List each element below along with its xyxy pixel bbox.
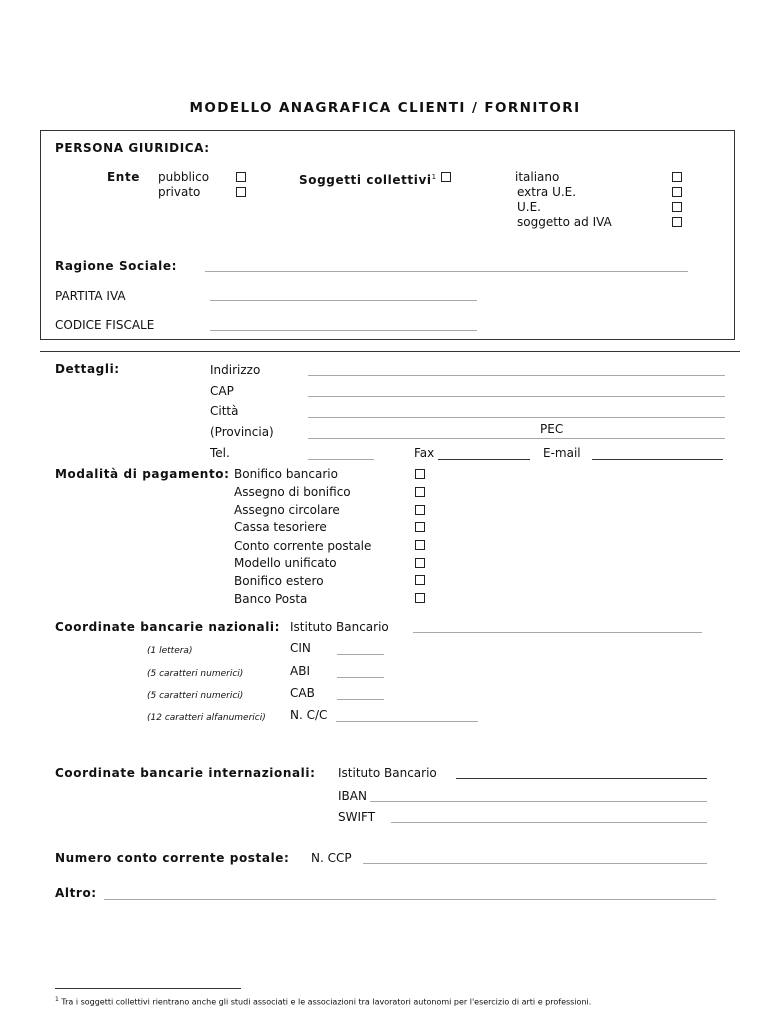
pagamento-option-label: Modello unificato <box>234 556 337 570</box>
cap-label: CAP <box>210 384 234 398</box>
pagamento-option-label: Conto corrente postale <box>234 539 372 553</box>
citta-label: Città <box>210 404 239 418</box>
conto-postale-heading: Numero conto corrente postale: <box>55 851 290 865</box>
persona-giuridica-frame <box>40 130 735 340</box>
ncc-hint: (12 caratteri alfanumerici) <box>147 713 266 723</box>
abi-label: ABI <box>290 664 310 678</box>
footnote-ref: 1 <box>431 173 437 181</box>
indirizzo-field[interactable] <box>308 375 725 376</box>
codice-fiscale-field[interactable] <box>210 330 477 331</box>
privato-checkbox[interactable] <box>236 187 246 197</box>
footnote-mark: 1 <box>55 996 59 1003</box>
ragione-sociale-field[interactable] <box>205 271 688 272</box>
altro-label: Altro: <box>55 886 97 900</box>
swift-field[interactable] <box>391 822 707 823</box>
partita-iva-label: PARTITA IVA <box>55 289 126 303</box>
page-title: MODELLO ANAGRAFICA CLIENTI / FORNITORI <box>189 100 581 116</box>
coordinate-internazionali-heading: Coordinate bancarie internazionali: <box>55 766 316 780</box>
bonifico-estero-checkbox[interactable] <box>415 575 425 585</box>
indirizzo-label: Indirizzo <box>210 363 261 377</box>
ncc-label: N. C/C <box>290 708 328 722</box>
persona-giuridica-heading: PERSONA GIURIDICA: <box>55 141 210 155</box>
ente-label: Ente <box>107 170 141 184</box>
footnote-text: Tra i soggetti collettivi rientrano anche gli studi associati e le associazioni tra lavoratori autonomi per l'esercizio di arti e professioni. <box>61 997 592 1007</box>
extra-ue-label: extra U.E. <box>517 185 577 199</box>
cin-hint: (1 lettera) <box>147 646 193 656</box>
abi-field[interactable] <box>337 677 384 678</box>
cin-field[interactable] <box>337 654 384 655</box>
coordinate-nazionali-heading: Coordinate bancarie nazionali: <box>55 620 281 634</box>
dettagli-heading: Dettagli: <box>55 362 120 376</box>
codice-fiscale-label: CODICE FISCALE <box>55 318 155 332</box>
soggetti-collettivi-checkbox[interactable] <box>441 172 451 182</box>
tel-label: Tel. <box>210 446 230 460</box>
istituto-bancario-label: Istituto Bancario <box>290 620 389 634</box>
pec-label: PEC <box>540 422 564 436</box>
citta-field[interactable] <box>308 417 725 418</box>
pagamento-option-label: Bonifico bancario <box>234 467 338 481</box>
ue-checkbox[interactable] <box>672 202 682 212</box>
assegno-bonifico-checkbox[interactable] <box>415 487 425 497</box>
italiano-label: italiano <box>515 170 560 184</box>
altro-field[interactable] <box>104 899 716 900</box>
cab-label: CAB <box>290 686 315 700</box>
pubblico-checkbox[interactable] <box>236 172 246 182</box>
email-field[interactable] <box>592 459 723 460</box>
banco-posta-checkbox[interactable] <box>415 593 425 603</box>
cap-field[interactable] <box>308 396 725 397</box>
pagamento-option-label: Assegno di bonifico <box>234 485 351 499</box>
soggetti-collettivi-label: Soggetti collettivi$^1$ <box>299 173 437 187</box>
istituto-bancario-int-label: Istituto Bancario <box>338 766 437 780</box>
abi-hint: (5 caratteri numerici) <box>147 669 244 679</box>
ue-label: U.E. <box>517 200 541 214</box>
cab-hint: (5 caratteri numerici) <box>147 691 244 701</box>
cassa-tesoriere-checkbox[interactable] <box>415 522 425 532</box>
tel-field[interactable] <box>308 459 374 460</box>
soggetto-iva-label: soggetto ad IVA <box>517 215 612 229</box>
nccp-label: N. CCP <box>311 851 352 865</box>
nccp-field[interactable] <box>363 863 707 864</box>
section-divider <box>40 351 740 352</box>
conto-corrente-postale-checkbox[interactable] <box>415 540 425 550</box>
soggetto-iva-checkbox[interactable] <box>672 217 682 227</box>
extra-ue-checkbox[interactable] <box>672 187 682 197</box>
pagamento-option-label: Assegno circolare <box>234 503 340 517</box>
pagamento-option-label: Bonifico estero <box>234 574 324 588</box>
footnote <box>55 993 591 1010</box>
istituto-bancario-int-field[interactable] <box>456 778 707 779</box>
swift-label: SWIFT <box>338 810 376 824</box>
pagamento-option-label: Banco Posta <box>234 592 308 606</box>
footnote-divider <box>55 988 241 989</box>
provincia-pec-field[interactable] <box>308 438 725 439</box>
ncc-field[interactable] <box>336 721 478 722</box>
cab-field[interactable] <box>337 699 384 700</box>
istituto-bancario-field[interactable] <box>413 632 702 633</box>
fax-field[interactable] <box>438 459 530 460</box>
iban-field[interactable] <box>370 801 707 802</box>
provincia-label: (Provincia) <box>210 425 274 439</box>
partita-iva-field[interactable] <box>210 300 477 301</box>
bonifico-bancario-checkbox[interactable] <box>415 469 425 479</box>
cin-label: CIN <box>290 641 311 655</box>
italiano-checkbox[interactable] <box>672 172 682 182</box>
fax-label: Fax <box>414 446 435 460</box>
ragione-sociale-label: Ragione Sociale: <box>55 259 178 273</box>
privato-label: privato <box>158 185 201 199</box>
pagamento-heading: Modalità di pagamento: <box>55 467 230 481</box>
pubblico-label: pubblico <box>158 170 210 184</box>
assegno-circolare-checkbox[interactable] <box>415 505 425 515</box>
iban-label: IBAN <box>338 789 367 803</box>
email-label: E-mail <box>543 446 581 460</box>
pagamento-option-label: Cassa tesoriere <box>234 520 327 534</box>
modello-unificato-checkbox[interactable] <box>415 558 425 568</box>
